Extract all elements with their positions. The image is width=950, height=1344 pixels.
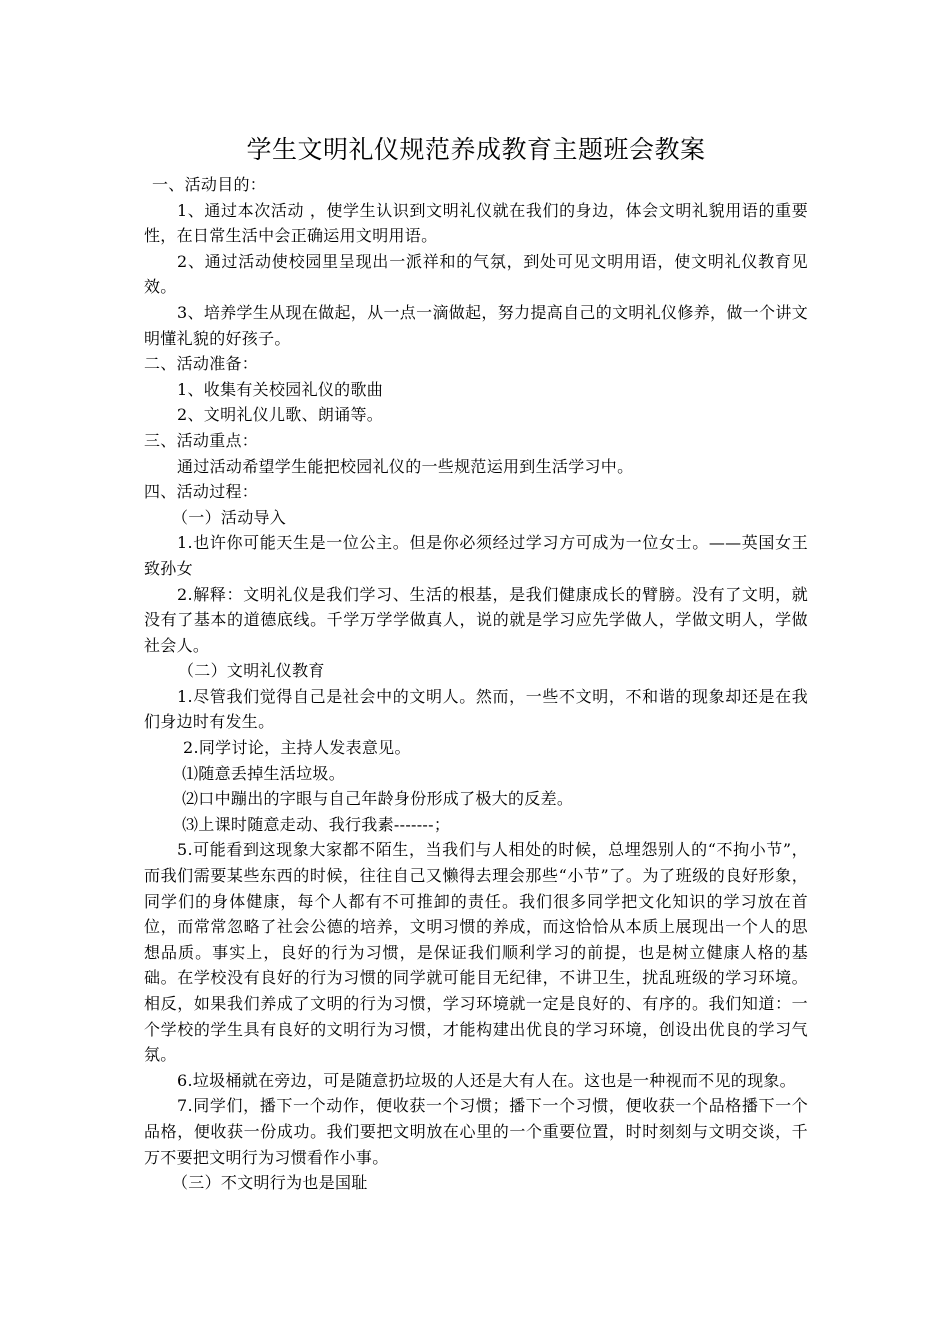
section-heading-process: 四、活动过程： <box>144 482 259 502</box>
subsection-heading: （一）活动导入 <box>172 507 287 527</box>
paragraph: 2、文明礼仪儿歌、朗诵等。 <box>177 405 384 425</box>
paragraph: 1.也许你可能天生是一位公主。但是你必须经过学习方可成为一位女士。——英国女王致孙女 <box>144 533 808 578</box>
paragraph: 通过活动希望学生能把校园礼仪的一些规范运用到生活学习中。 <box>177 456 634 476</box>
paragraph: 2.同学讨论，主持人发表意见。 <box>183 738 411 758</box>
paragraph: 3、培养学生从现在做起，从一点一滴做起，努力提高自己的文明礼仪修养，做一个讲文明懂礼貌的好孩子。 <box>144 302 808 348</box>
list-item: ⑵口中蹦出的字眼与自己年龄身份形成了极大的反差。 <box>182 789 574 809</box>
section-heading-purpose: 一、活动目的： <box>152 175 267 194</box>
list-item: ⑶上课时随意走动、我行我素-------； <box>182 814 451 834</box>
section-heading-focus: 三、活动重点： <box>144 430 259 450</box>
document-title: 学生文明礼仪规范养成教育主题班会教案 <box>246 135 706 164</box>
paragraph: 7.同学们，播下一个动作，便收获一个习惯；播下一个习惯，便收获一个品格播下一个品格，便收获一份成功。我们要把文明放在心里的一个重要位置，时时刻刻与文明交谈，千万不要把文明行为习惯看作小事。 <box>144 1096 808 1167</box>
paragraph: 2、通过活动使校园里呈现出一派祥和的气氛，到处可见文明用语，使文明礼仪教育见效。 <box>144 251 808 297</box>
document-page <box>144 132 808 1196</box>
paragraph: 1、通过本次活动 ，使学生认识到文明礼仪就在我们的身边，体会文明礼貌用语的重要性，在日常生活中会正确运用文明用语。 <box>144 200 808 246</box>
paragraph: 1.尽管我们觉得自己是社会中的文明人。然而，一些不文明，不和谐的现象却还是在我们身边时有发生。 <box>144 686 808 732</box>
paragraph: 5.可能看到这现象大家都不陌生，当我们与人相处的时候，总埋怨别人的“不拘小节”，而我们需要某些东西的时候，往往自己又懒得去理会那些“小节”了。为了班级的良好形象，同学们的身体健康，每个人都有不可推卸的责任。我们很多同学把文化知识的学习放在首位，而常常忽略了社会公德的培养，文明习惯的养成，而这恰恰从本质上展现出一个人的思想品质。事实上，良好的行为习惯，是保证我们顺利学习的前提，也是树立健康人格的基础。在学校没有良好的行为习惯的同学就可能目无纪律，不讲卫生，扰乱班级的学习环境。相反，如果我们养成了文明的行为习惯，学习环境就一定是良好的、有序的。我们知道：一个学校的学生具有良好的文明行为习惯，才能构建出优良的学习环境，创设出优良的学习气氛。 <box>144 840 808 1065</box>
subsection-heading: （三）不文明行为也是国耻 <box>172 1173 368 1193</box>
section-heading-preparation: 二、活动准备： <box>144 354 259 374</box>
list-item: ⑴随意丢掉生活垃圾。 <box>182 763 346 783</box>
paragraph: 2.解释：文明礼仪是我们学习、生活的根基，是我们健康成长的臂膀。没有了文明，就没有了基本的道德底线。千学万学学做真人，说的就是学习应先学做人，学做文明人，学做社会人。 <box>144 584 808 655</box>
paragraph: 6.垃圾桶就在旁边，可是随意扔垃圾的人还是大有人在。这也是一种视而不见的现象。 <box>177 1070 796 1090</box>
subsection-heading: （二）文明礼仪教育 <box>178 661 325 681</box>
paragraph: 1、收集有关校园礼仪的歌曲 <box>177 379 384 399</box>
